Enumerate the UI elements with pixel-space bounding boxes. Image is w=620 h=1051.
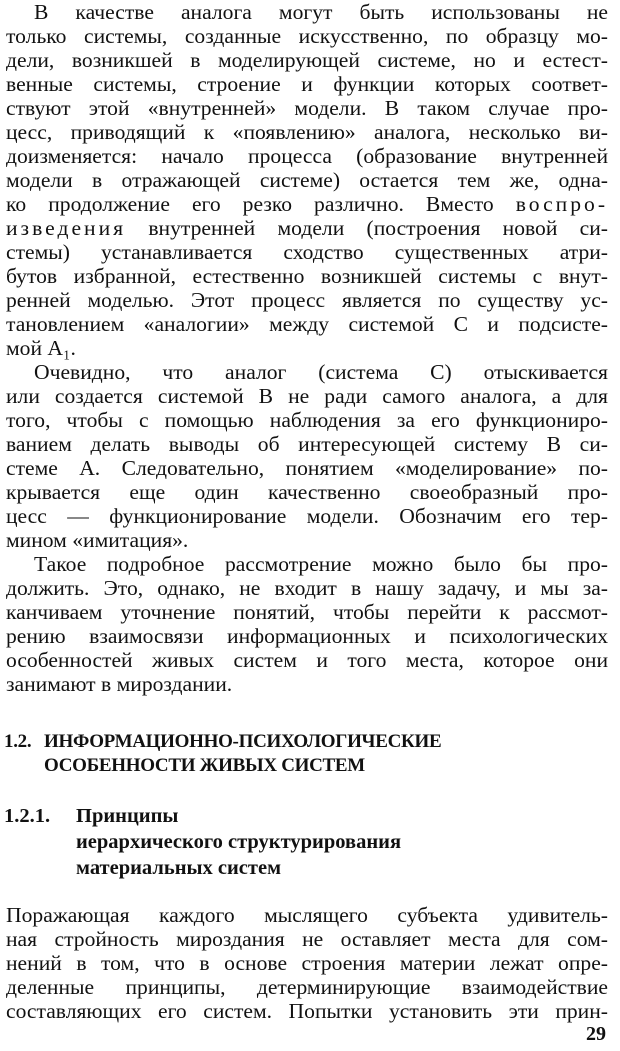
text-line: Поражающая каждого мыслящего субъекта удивитель-: [6, 903, 608, 927]
subsection-title-line-3: материальных систем: [76, 857, 282, 879]
text-line: ренней моделью. Этот процесс является по существу ус-: [6, 288, 608, 312]
text-line: того, чтобы с помощью наблюдения за его функциониро-: [6, 408, 608, 432]
text-line: мой A₁.: [6, 336, 76, 360]
section-title-line-1: ИНФОРМАЦИОННО-ПСИХОЛОГИЧЕСКИЕ: [44, 731, 442, 752]
text-line: занимают в мироздании.: [6, 672, 233, 696]
spaced-emphasis: изведения: [6, 216, 127, 240]
text-line: стеме А. Следовательно, понятием «моделирование» по-: [6, 456, 608, 480]
text-line: модели в отражающей системе) остается тем же, одна-: [6, 168, 608, 192]
text-line: только системы, созданные искусственно, по образцу мо-: [6, 24, 608, 48]
text-line: деленные принципы, детерминирующие взаимодействие: [6, 975, 608, 999]
text-line: Такое подробное рассмотрение можно было бы про-: [34, 552, 608, 576]
text-line: ствуют этой «внутренней» модели. В таком случае про-: [6, 96, 608, 120]
text-line: цесс, приводящий к «появлению» аналога, несколько ви-: [6, 120, 608, 144]
text-line: доизменяется: начало процесса (образование внутренней: [6, 144, 608, 168]
section-number: 1.2.: [4, 731, 32, 752]
page-number: 29: [586, 1023, 606, 1045]
text-line: Очевидно, что аналог (система С) отыскивается: [34, 360, 608, 384]
text-line: цесс — функционирование модели. Обозначим его тер-: [6, 504, 608, 528]
text-line: особенностей живых систем и того места, которое они: [6, 648, 608, 672]
text-line: составляющих его систем. Попытки установить эти прин-: [6, 999, 608, 1023]
text-line: нений в том, что в основе строения материи лежат опре-: [6, 951, 608, 975]
text-line: мином «имитация».: [6, 528, 189, 552]
text-line: крывается еще один качественно своеобразный про-: [6, 480, 608, 504]
text-line: бутов избранной, естественно возникшей системы с внут-: [6, 264, 608, 288]
text-line: дели, возникшей в моделирующей системе, но и естест-: [6, 48, 608, 72]
text-line: [6, 192, 608, 216]
text-line: должить. Это, однако, не входит в нашу задачу, и мы за-: [6, 576, 608, 600]
text-line: ная стройность мироздания не оставляет места для сом-: [6, 927, 608, 951]
text-line: стемы) устанавливается сходство существенных атри-: [6, 240, 608, 264]
text-line: или создается системой В не ради самого аналога, а для: [6, 384, 608, 408]
subsection-title-line-2: иерархического структурирования: [76, 831, 402, 853]
text-segment: внутренней модели (построения новой си-: [148, 216, 608, 240]
text-line: рению взаимосвязи информационных и психологических: [6, 624, 608, 648]
text-segment: ко продолжение его резко различно. Вместо: [6, 192, 494, 216]
text-line: ванием делать выводы об интересующей систему В си-: [6, 432, 608, 456]
text-line: [6, 216, 608, 240]
text-line: венные системы, строение и функции которых соответ-: [6, 72, 608, 96]
spaced-emphasis: воспро-: [515, 192, 609, 216]
section-title-line-2: ОСОБЕННОСТИ ЖИВЫХ СИСТЕМ: [44, 755, 365, 776]
text-line: В качестве аналога могут быть использованы не: [34, 0, 608, 24]
subsection-number: 1.2.1.: [4, 805, 51, 827]
text-line: канчиваем уточнение понятий, чтобы перейти к рассмот-: [6, 600, 608, 624]
text-line: тановлением «аналогии» между системой С и подсисте-: [6, 312, 608, 336]
subsection-title-line-1: Принципы: [76, 805, 179, 827]
